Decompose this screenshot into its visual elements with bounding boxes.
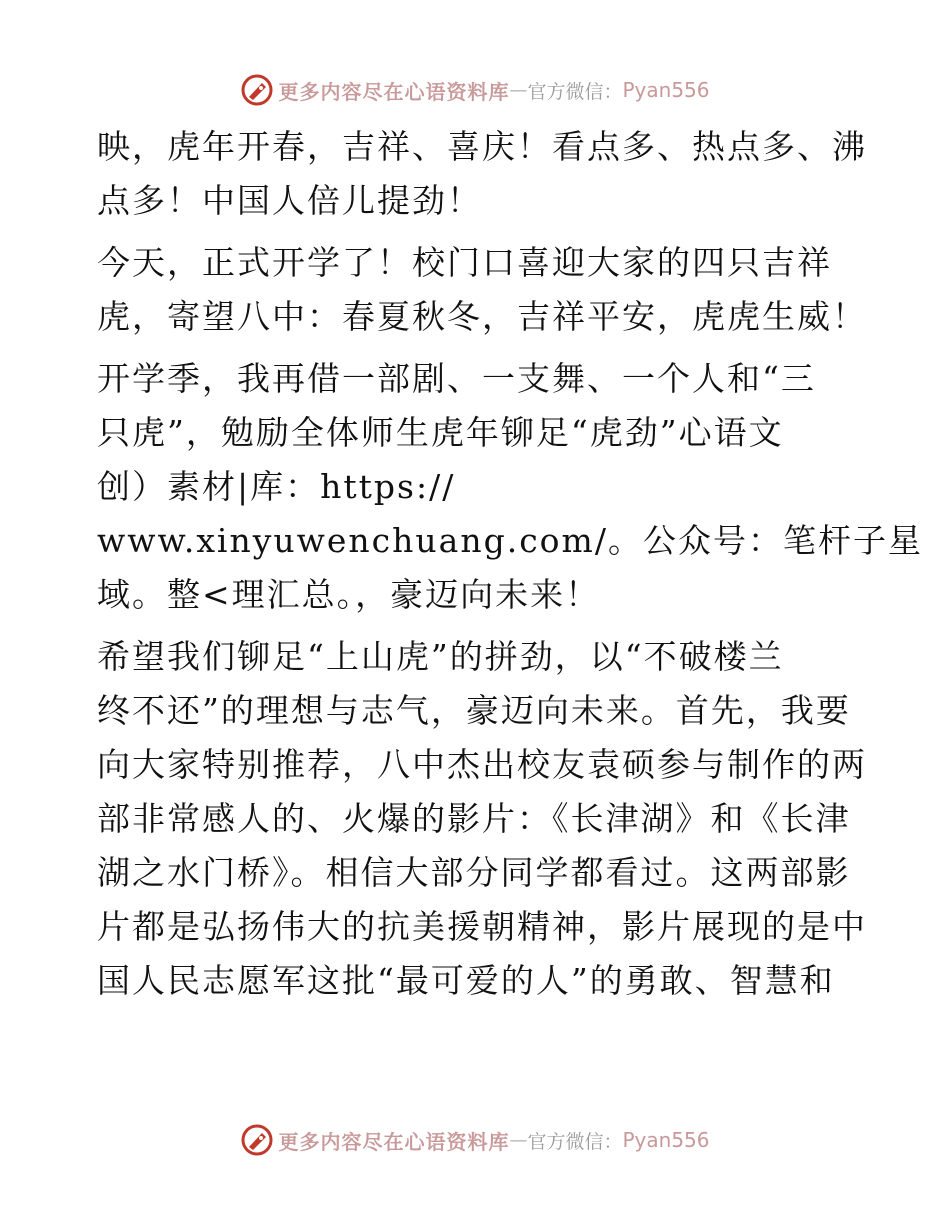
banner-wechat-label: 官方微信： — [527, 1130, 623, 1153]
banner-wechat-label: 官方微信： — [527, 80, 623, 103]
text-line: 终不还”的理想与志气，豪迈向未来。首先，我要 — [97, 691, 851, 730]
text-line: 国人民志愿军这批“最可爱的人”的勇敢、智慧和 — [97, 961, 835, 1000]
text-line: www.xinyuwenchuang.com/。公众号：笔杆子星 — [97, 521, 923, 560]
text-line: 创）素材|库：https:// — [97, 467, 456, 506]
paragraph — [97, 120, 867, 228]
text-line: 开学季，我再借一部剧、一支舞、一个人和“三 — [97, 359, 816, 398]
pen-nib-logo-icon — [240, 73, 274, 107]
banner-separator: — — [509, 1129, 528, 1151]
text-line: 希望我们铆足“上山虎”的拼劲，以“不破楼兰 — [97, 637, 784, 676]
text-line: 部非常感人的、火爆的影片：《长津湖》和《长津 — [97, 799, 851, 838]
text-line: 向大家特别推荐，八中杰出校友袁硕参与制作的两 — [97, 745, 867, 784]
paragraph — [97, 236, 867, 344]
banner-main-text: 更多内容尽在心语资料库 — [278, 1129, 510, 1154]
banner-separator: — — [509, 79, 528, 101]
banner-main-text: 更多内容尽在心语资料库 — [278, 79, 510, 104]
paragraph — [97, 352, 923, 622]
text-line: 片都是弘扬伟大的抗美援朝精神，影片展现的是中 — [97, 907, 867, 946]
paragraph — [97, 630, 867, 1008]
text-line: 域。整<理汇总。，豪迈向未来！ — [97, 575, 601, 614]
document-body — [97, 120, 923, 1016]
text-line: 只虎”，勉励全体师生虎年铆足“虎劲”心语文 — [97, 413, 784, 452]
text-line: 今天，正式开学了！校门口喜迎大家的四只吉祥 — [97, 243, 832, 282]
text-line: 映，虎年开春，吉祥、喜庆！看点多、热点多、沸 — [97, 127, 867, 166]
banner-wechat-id: Pyan556 — [622, 1128, 710, 1152]
header-banner — [0, 70, 950, 110]
pen-nib-logo-icon — [240, 1123, 274, 1157]
text-line: 湖之水门桥》。相信大部分同学都看过。这两部影 — [97, 853, 851, 892]
footer-banner — [0, 1120, 950, 1160]
text-line: 点多！中国人倍儿提劲！ — [97, 181, 482, 220]
text-line: 虎，寄望八中：春夏秋冬，吉祥平安，虎虎生威！ — [97, 297, 867, 336]
banner-wechat-id: Pyan556 — [622, 78, 710, 102]
